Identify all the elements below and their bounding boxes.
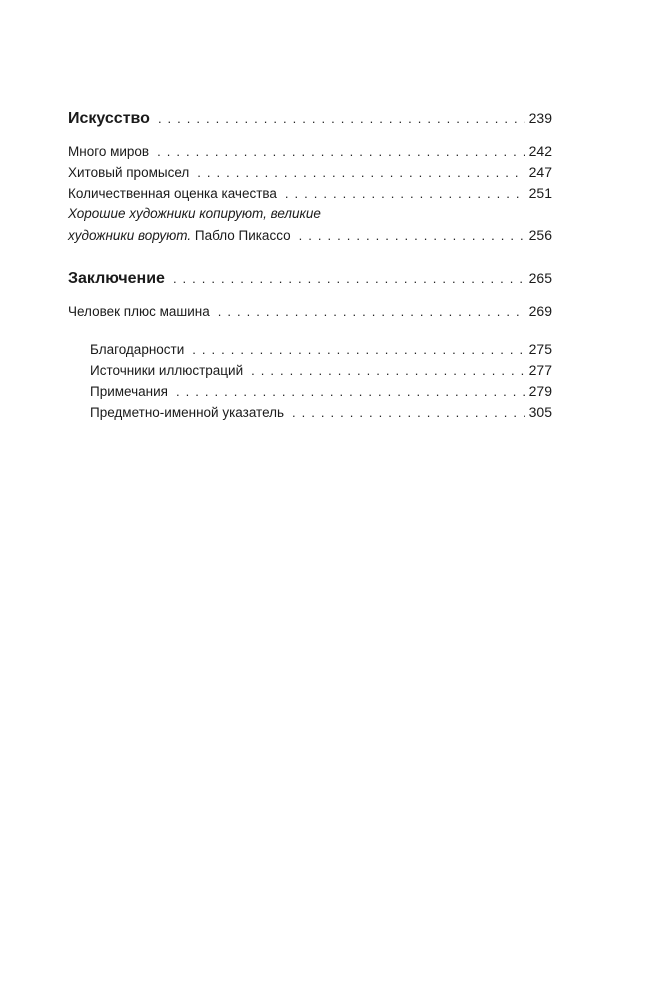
dot-leader: [285, 186, 525, 201]
entry-title: Много миров: [68, 144, 150, 159]
section-title: Искусство: [68, 110, 150, 127]
entry-title: Благодарности: [90, 342, 185, 357]
page-number: 305: [528, 404, 552, 420]
toc-backmatter-entry: [68, 341, 552, 362]
page-number: 239: [528, 110, 552, 126]
toc-entry: [68, 185, 552, 206]
dot-leader: [192, 342, 524, 357]
dot-leader: [173, 270, 525, 288]
page-number: 269: [528, 303, 552, 319]
dot-leader: [157, 144, 525, 159]
toc-entry: [68, 164, 552, 185]
page-number: 242: [528, 143, 552, 159]
entry-title: Хитовый промысел: [68, 165, 190, 180]
table-of-contents: [68, 110, 552, 425]
quote-text-italic: художники воруют.: [68, 228, 192, 243]
dot-leader: [251, 363, 525, 378]
page-number: 275: [528, 341, 552, 357]
dot-leader: [197, 165, 524, 180]
toc-backmatter-entry: [68, 383, 552, 404]
dot-leader: [299, 228, 525, 243]
page-number: 265: [528, 270, 552, 286]
entry-title: Человек плюс машина: [68, 304, 210, 319]
entry-title: Предметно-именной указатель: [90, 405, 285, 420]
page-number: 279: [528, 383, 552, 399]
page-number: 251: [528, 185, 552, 201]
entry-title: Количественная оценка качества: [68, 186, 277, 201]
toc-entry: [68, 303, 552, 324]
dot-leader: [176, 384, 525, 399]
section-title: Заключение: [68, 270, 165, 287]
quote-author: Пабло Пикассо: [191, 228, 291, 243]
entry-title: Источники иллюстраций: [90, 363, 244, 378]
page-number: 247: [528, 164, 552, 180]
quote-entry-line2: [68, 227, 552, 248]
dot-leader: [158, 110, 525, 128]
toc-entry: [68, 143, 552, 164]
toc-section-art: [68, 110, 552, 136]
dot-leader: [218, 304, 525, 319]
quote-entry-line1: Хорошие художники копируют, великие: [68, 206, 321, 221]
toc-backmatter-entry: [68, 362, 552, 383]
entry-title: Примечания: [90, 384, 168, 399]
page-number: 256: [528, 227, 552, 243]
page-number: 277: [528, 362, 552, 378]
dot-leader: [292, 405, 525, 420]
toc-backmatter-entry: [68, 404, 552, 425]
toc-section-conclusion: [68, 270, 552, 296]
